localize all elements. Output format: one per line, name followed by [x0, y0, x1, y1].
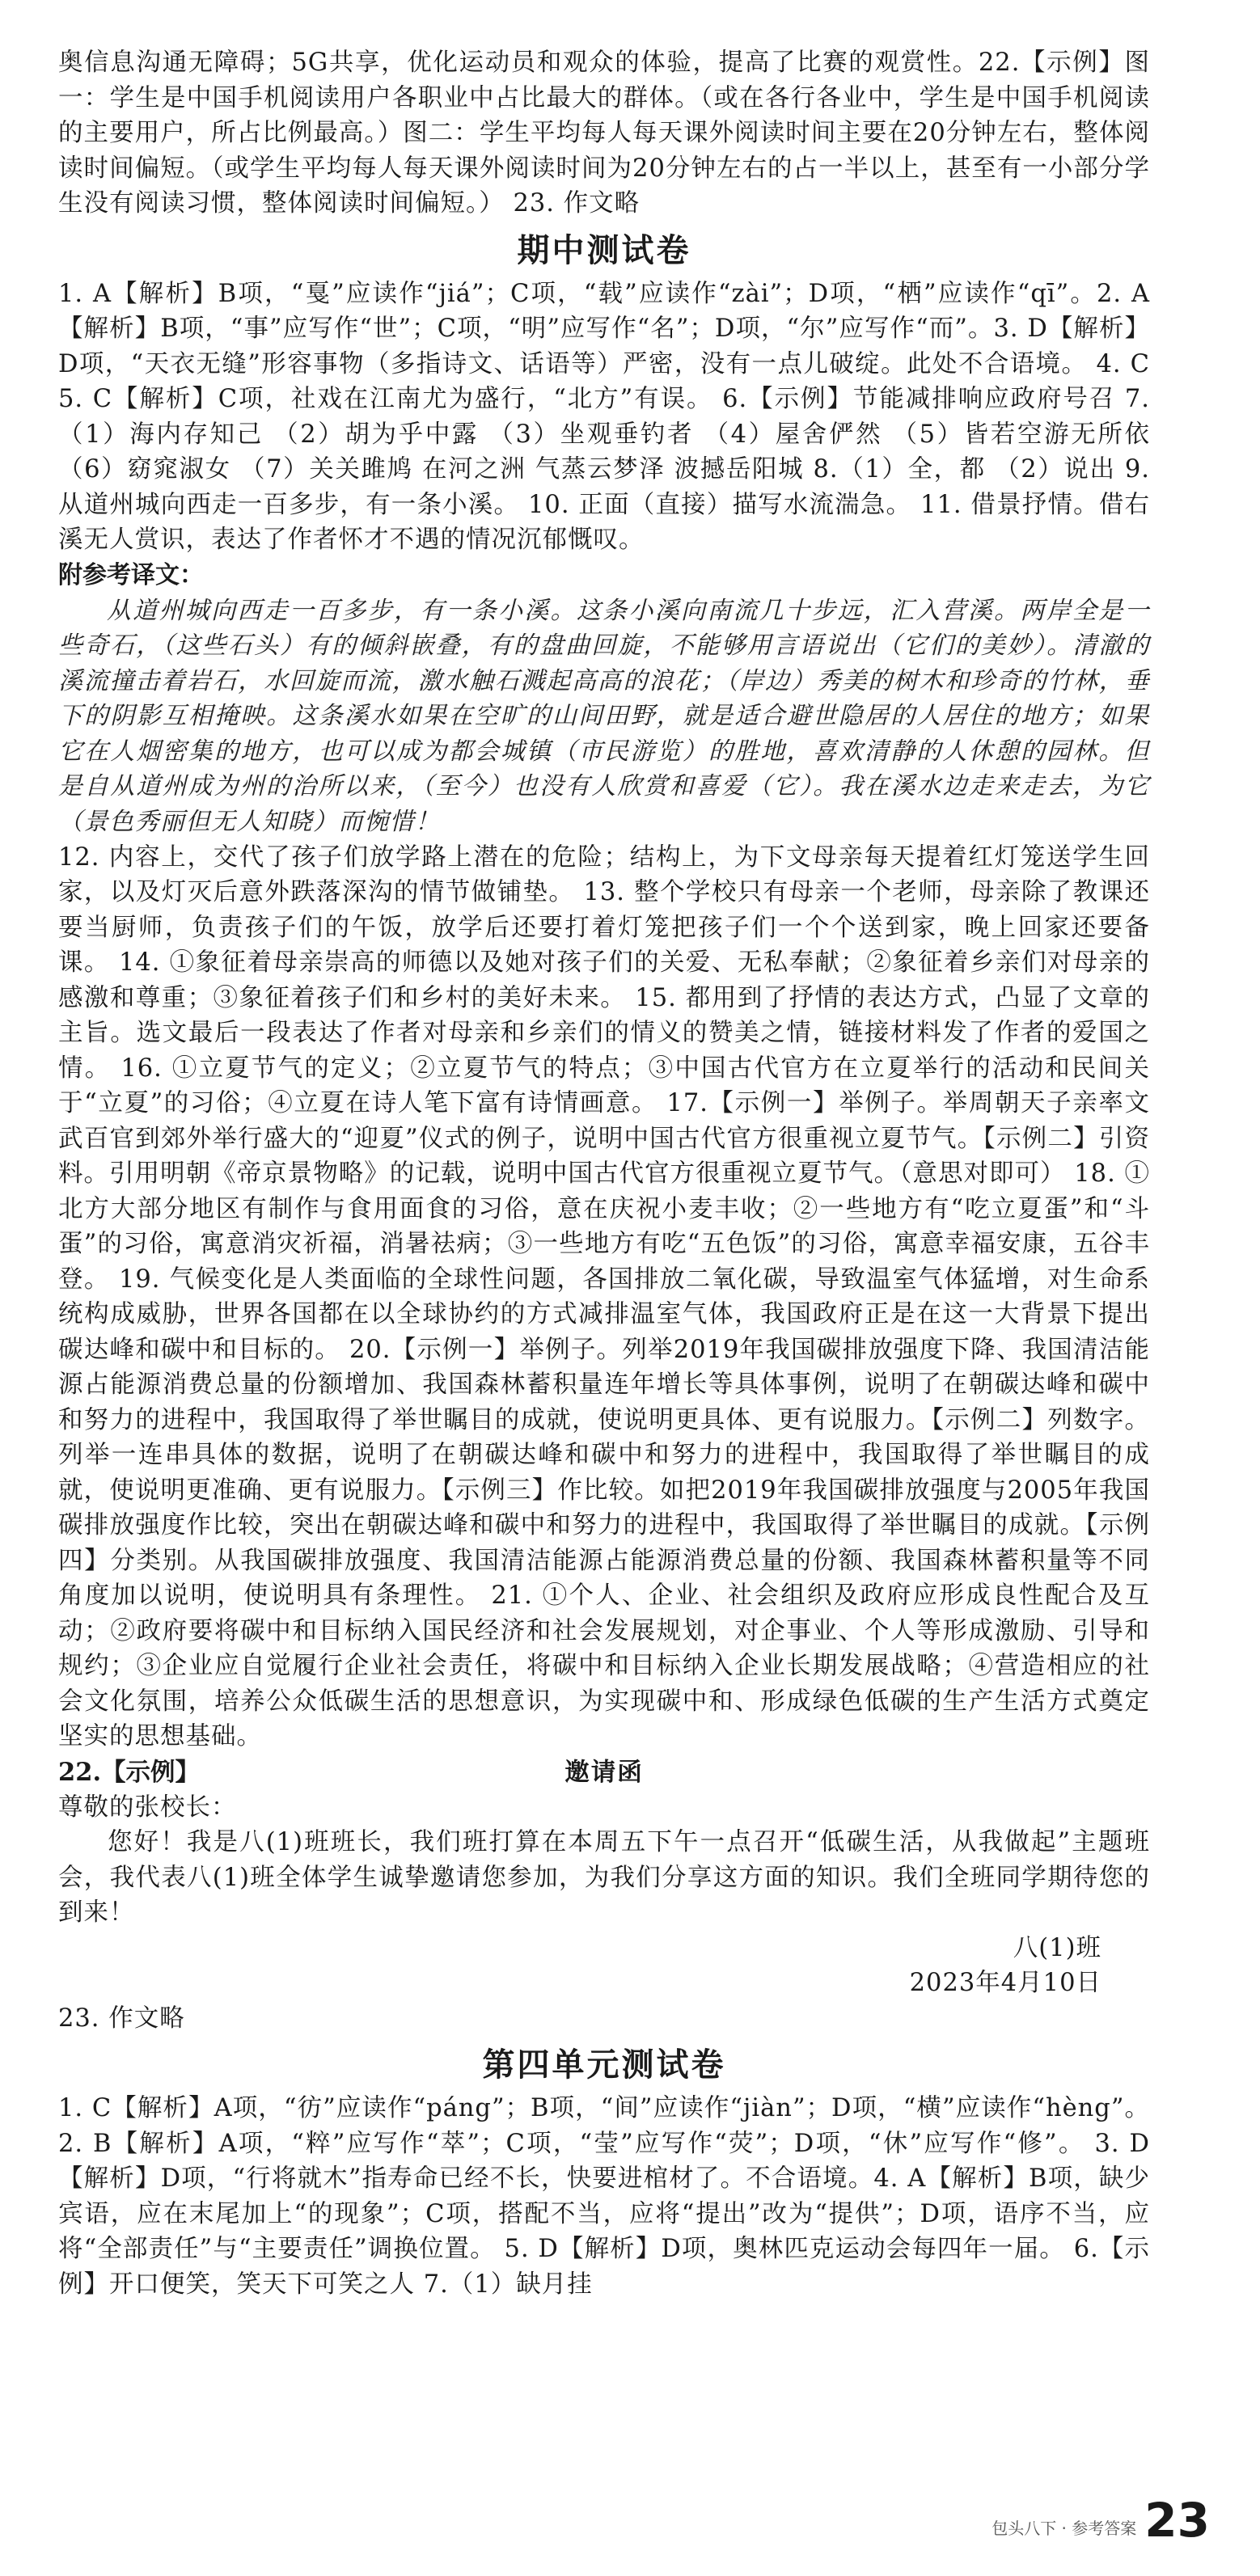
- invitation-body: 您好！我是八(1)班班长，我们班打算在本周五下午一点召开“低碳生活，从我做起”主题班会，我代表八(1)班全体学生诚挚邀请您参加，为我们分享这方面的知识。我们全班同学期待您的到来！: [58, 1828, 1150, 1928]
- midterm-test-heading: 期中测试卷: [517, 231, 691, 269]
- answer-block-unit4: 1. C【解析】A项，“彷”应读作“páng”；B项，“间”应读作“jiàn”；D项，“横”应读作“hèng”。 2. B【解析】A项，“粹”应写作“萃”；C项，“莹”应写作“荧”；D项，“休”应写作“修”。 3. D【解析】D项，“行将就木”指寿命已经不长，快要进棺材了。不合语境。4. A【解析】B项，缺少宾语，应在末尾加上“的现象”；C项，搭配不当，应将“提出”改为“提供”；D项，语序不当，应将“全部责任”与“主要责任”调换位置。 5. D【解析】D项，奥林匹克运动会每四年一届。 6.【示例】开口便笑，笑天下可笑之人 7.（1）缺月挂: [58, 2094, 1150, 2299]
- page-number: 23: [1144, 2493, 1210, 2548]
- answer-block-midterm-2: 12. 内容上，交代了孩子们放学路上潜在的危险；结构上，为下文母亲每天提着红灯笼送学生回家，以及灯灭后意外跌落深沟的情节做铺垫。 13. 整个学校只有母亲一个老师，母亲除了教课还要当厨师，负责孩子们的午饭，放学后还要打着灯笼把孩子们一个个送到家，晚上回家还要备课。 14. ①象征着母亲崇高的师德以及她对孩子们的关爱、无私奉献；②象征着乡亲们对母亲的感激和尊重；③象征着孩子们和乡村的美好未来。 15. 都用到了抒情的表达方式，凸显了文章的主旨。选文最后一段表达了作者对母亲和乡亲们的情义的赞美之情，链接材料发了作者的爱国之情。 16. ①立夏节气的定义；②立夏节气的特点；③中国古代官方在立夏举行的活动和民间关于“立夏”的习俗；④立夏在诗人笔下富有诗情画意。 17.【示例一】举例子。举周朝天子亲率文武百官到郊外举行盛大的“迎夏”仪式的例子，说明中国古代官方很重视立夏节气。【示例二】引资料。引用明朝《帝京景物略》的记载，说明中国古代官方很重视立夏节气。（意思对即可） 18. ①北方大部分地区有制作与食用面食的习俗，意在庆祝小麦丰收；②一些地方有“吃立夏蛋”和“斗蛋”的习俗，寓意消灾祈福，消暑祛病；③一些地方有吃“五色饭”的习俗，寓意幸福安康，五谷丰登。 19. 气候变化是人类面临的全球性问题，各国排放二氧化碳，导致温室气体猛增，对生命系统构成威胁，世界各国都在以全球协约的方式减排温室气体，我国政府正是在这一大背景下提出碳达峰和碳中和目标的。 20.【示例一】举例子。列举2019年我国碳排放强度下降、我国清洁能源占能源消费总量的份额增加、我国森林蓄积量连年增长等具体事例，说明了在朝碳达峰和碳中和努力的进程中，我国取得了举世瞩目的成就，使说明更具体、更有说服力。【示例二】列数字。列举一连串具体的数据，说明了在朝碳达峰和碳中和努力的进程中，我国取得了举世瞩目的成就，使说明更准确、更有说服力。【示例三】作比较。如把2019年我国碳排放强度与2005年我国碳排放强度作比较，突出在朝碳达峰和碳中和努力的进程中，我国取得了举世瞩目的成就。【示例四】分类别。从我国碳排放强度、我国清洁能源占能源消费总量的份额、我国森林蓄积量等不同角度加以说明，使说明具有条理性。 21. ①个人、企业、社会组织及政府应形成良性配合及互动；②政府要将碳中和目标纳入国民经济和社会发展规划，对企事业、个人等形成激励、引导和规约；③企业应自觉履行企业社会责任，将碳中和目标纳入企业长期发展战略；④营造相应的社会文化氛围，培养公众低碳生活的思想意识，为实现碳中和、形成绿色低碳的生产生活方式奠定坚实的思想基础。: [58, 842, 1150, 1751]
- answer-item-23: 23. 作文略: [58, 2004, 185, 2033]
- footer-caption: 包头八下 · 参考答案: [992, 2519, 1137, 2538]
- unit4-test-heading: 第四单元测试卷: [482, 2046, 726, 2084]
- translation-heading: 附参考译文：: [58, 560, 204, 589]
- answer-page: [58, 45, 1150, 2302]
- answer-block-previous: 奥信息沟通无障碍；5G共享，优化运动员和观众的体验，提高了比赛的观赏性。22.【示例】图一：学生是中国手机阅读用户各职业中占比最大的群体。（或在各行各业中，学生是中国手机阅读的主要用户，所占比例最高。）图二：学生平均每人每天课外阅读时间主要在20分钟左右，整体阅读时间偏短。（或学生平均每人每天课外阅读时间为20分钟左右的占一半以上，甚至有一小部分学生没有阅读习惯，整体阅读时间偏短。） 23. 作文略: [58, 49, 1150, 217]
- invitation-signature: 八(1)班: [1013, 1933, 1101, 1962]
- invitation-date: 2023年4月10日: [909, 1969, 1101, 1998]
- invitation-header-row: [58, 1755, 1150, 1790]
- invitation-title: 邀请函: [564, 1757, 644, 1787]
- invitation-greeting: 尊敬的张校长：: [58, 1793, 237, 1822]
- answer-block-midterm-1: 1. A【解析】B项，“戛”应读作“jiá”；C项，“载”应读作“zài”；D项，“栖”应读作“qī”。2. A【解析】B项，“事”应写作“世”；C项，“明”应写作“名”；D项，“尔”应写作“而”。3. D【解析】D项，“天衣无缝”形容事物（多指诗文、话语等）严密，没有一点儿破绽。此处不合语境。 4. C 5. C【解析】C项，社戏在江南尤为盛行，“北方”有误。 6.【示例】节能减排响应政府号召 7.（1）海内存知己 （2）胡为乎中露 （3）坐观垂钓者 （4）屋舍俨然 （5）皆若空游无所依 （6）窈窕淑女 （7）关关雎鸠 在河之洲 气蒸云梦泽 波撼岳阳城 8.（1）全，都 （2）说出 9. 从道州城向西走一百多步，有一条小溪。 10. 正面（直接）描写水流湍急。 11. 借景抒情。借右溪无人赏识，表达了作者怀才不遇的情况沉郁慨叹。: [58, 279, 1150, 554]
- invitation-example-label: 22.【示例】: [58, 1757, 201, 1787]
- page-footer: [992, 2493, 1210, 2548]
- reference-translation: 从道州城向西走一百多步，有一条小溪。这条小溪向南流几十步远，汇入营溪。两岸全是一些奇石，（这些石头）有的倾斜嵌叠，有的盘曲回旋，不能够用言语说出（它们的美妙）。清澈的溪流撞击着岩石，水回旋而流，激水触石溅起高高的浪花；（岸边）秀美的树木和珍奇的竹林，垂下的阴影互相掩映。这条溪水如果在空旷的山间田野，就是适合避世隐居的人居住的地方；如果它在人烟密集的地方，也可以成为都会城镇（市民游览）的胜地，喜欢清静的人休憩的园林。但是自从道州成为州的治所以来，（至今）也没有人欣赏和喜爱（它）。我在溪水边走来走去，为它（景色秀丽但无人知晓）而惋惜！: [58, 596, 1150, 837]
